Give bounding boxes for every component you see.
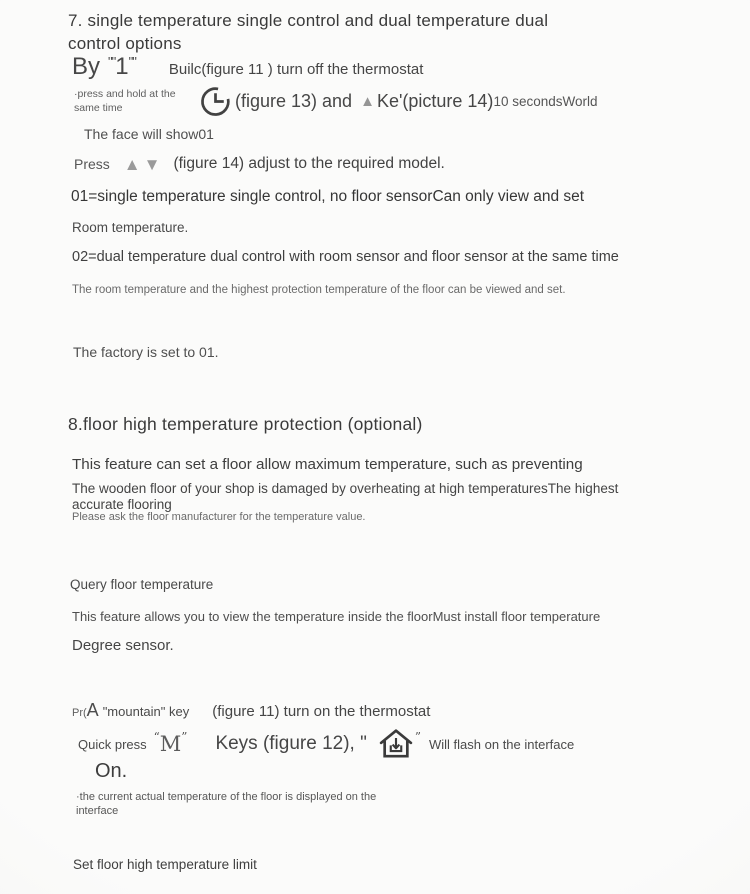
by-label: By [72,53,101,80]
house-close-quote: ” [414,730,421,744]
one-key-open-quotes: "" [108,54,116,69]
down-triangle-icon: ▼ [143,154,164,174]
one-key-label: 1 [115,53,129,80]
up-triangle-icon: ▲ [123,154,144,174]
query-title: Query floor temperature [70,577,214,592]
face-show-line: The face will show01 [84,126,214,142]
seconds-note: 10 secondsWorld [493,94,598,109]
ask-note: Please ask the floor manufacturer for the temperature value. [72,511,366,523]
option01-line: 01=single temperature single control, no floor sensorCan only view and set [71,188,585,205]
section7-heading: 7. single temperature single control and dual temperature dual control options [68,11,549,53]
factory-line: The factory is set to 01. [73,344,219,360]
figure13-line: (figure 13) and [235,91,353,111]
option02-line: 02=dual temperature dual control with room sensor and floor sensor at the same time [72,249,619,265]
a-key-label: A [86,700,99,720]
mountain-key-label: "mountain" key [102,704,190,719]
degree-line: Degree sensor. [72,637,174,654]
m-open-quote: “ [153,730,160,744]
figure11-line: (figure 11) turn on the thermostat [212,703,431,720]
keys-figure12-line: Keys (figure 12), " [215,733,367,754]
m-close-quote: ” [181,730,188,744]
will-flash-line: Will flash on the interface [429,736,575,752]
press-label: Press [74,156,110,172]
up-triangle-icon: ▲ [360,93,375,110]
current-temp-note: ·the current actual temperature of the floor is displayed on the interface [76,791,377,817]
press-hold-note: ·press and hold at the same time [74,87,176,114]
m-key-label: M [159,732,182,756]
quick-press-label: Quick press [78,736,147,752]
build-line: Builc(figure 11 ) turn off the thermostat [168,61,424,78]
figure14-line: (figure 14) adjust to the required model. [173,155,445,172]
feature-line: This feature can set a floor allow maximum temperature, such as preventing [72,456,583,473]
room-temp-line: Room temperature. [72,220,189,235]
key-picture-line: Ke'(picture 14) [376,91,494,111]
wooden-line: The wooden floor of your shop is damaged by overheating at high temperaturesThe highest accurate flooring [72,481,619,513]
house-download-icon [377,727,415,761]
press-prefix: Pr( [72,707,87,719]
query-line: This feature allows you to view the temperature inside the floorMust install floor temperature [72,609,601,624]
one-key-close-quotes: "" [128,54,136,69]
set-limit-line: Set floor high temperature limit [73,857,257,872]
on-label: On. [95,760,128,782]
clock-icon [200,86,231,117]
section8-heading: 8.floor high temperature protection (optional) [68,414,423,434]
room-note-line: The room temperature and the highest protection temperature of the floor can be viewed and set. [72,284,566,296]
